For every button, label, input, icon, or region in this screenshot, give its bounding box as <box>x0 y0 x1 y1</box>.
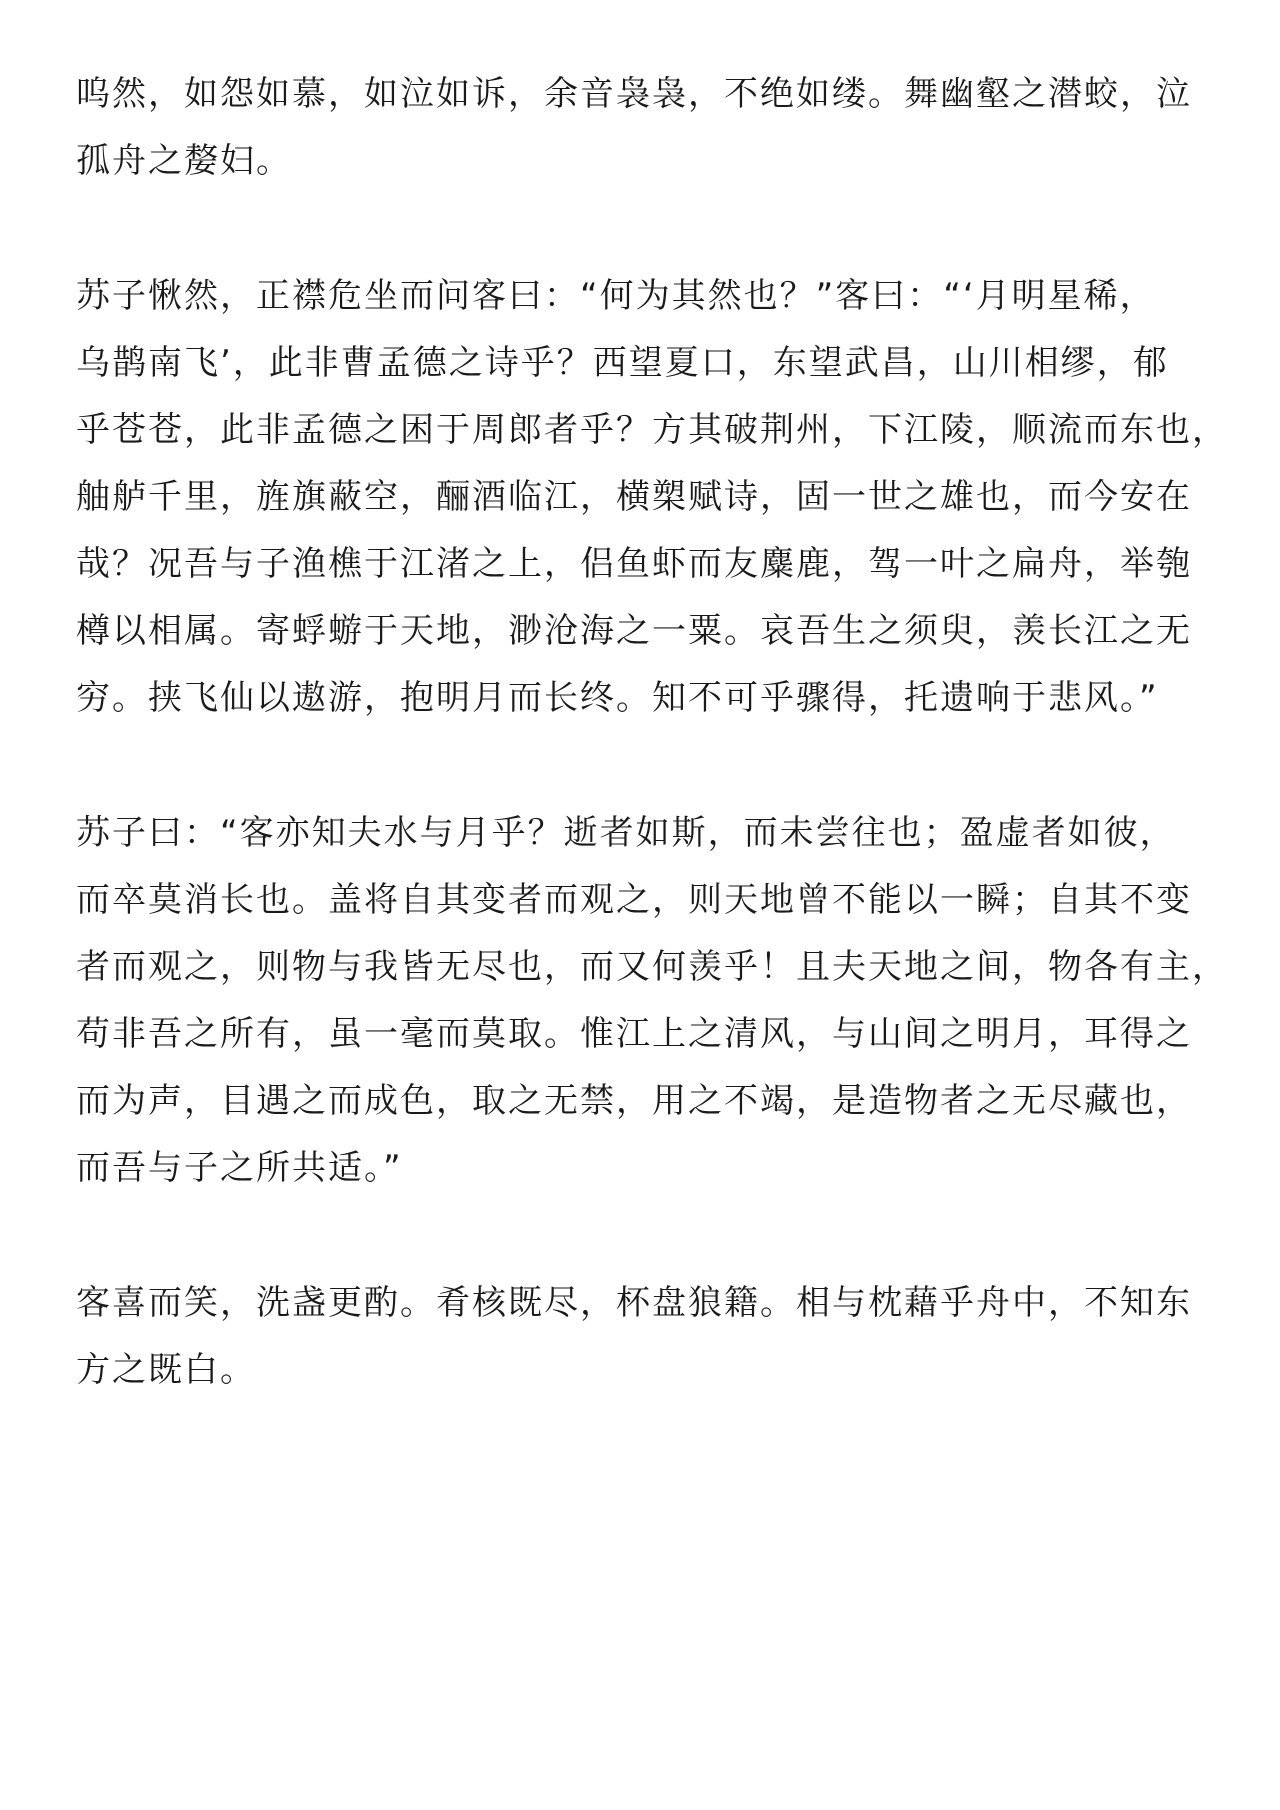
paragraph-1 <box>76 61 1206 195</box>
text-line: 客喜而笑，洗盏更酌。肴核既尽，杯盘狼籍。相与枕藉乎舟中，不知东 <box>76 1283 1192 1323</box>
text-line: 而吾与子之所共适。” <box>76 1148 403 1188</box>
paragraph-2 <box>76 263 1228 732</box>
text-line: 苟非吾之所有，虽一毫而莫取。惟江上之清风，与山间之明月，耳得之 <box>76 1014 1192 1054</box>
text-line: 者而观之，则物与我皆无尽也，而又何羡乎！且夫天地之间，物各有主， <box>76 947 1228 987</box>
text-line: 苏子愀然，正襟危坐而问客曰：“何为其然也？”客曰：“‘月明星稀， <box>76 276 1156 316</box>
text-line: 而为声，目遇之而成色，取之无禁，用之不竭，是造物者之无尽藏也， <box>76 1081 1192 1121</box>
text-line: 哉？况吾与子渔樵于江渚之上，侣鱼虾而友麋鹿，驾一叶之扁舟，举匏 <box>76 544 1192 584</box>
text-line: 孤舟之嫠妇。 <box>76 141 292 181</box>
text-body <box>76 61 1228 1472</box>
text-line: 穷。挟飞仙以遨游，抱明月而长终。知不可乎骤得，托遗响于悲风。” <box>76 678 1159 718</box>
text-line: 而卒莫消长也。盖将自其变者而观之，则天地曾不能以一瞬；自其不变 <box>76 880 1192 920</box>
text-line: 方之既白。 <box>76 1350 256 1390</box>
paragraph-3 <box>76 800 1228 1202</box>
text-line: 乎苍苍，此非孟德之困于周郎者乎？方其破荆州，下江陵，顺流而东也， <box>76 410 1228 450</box>
text-line: 乌鹊南飞’，此非曹孟德之诗乎？西望夏口，东望武昌，山川相缪，郁 <box>76 343 1169 383</box>
text-line: 舳舻千里，旌旗蔽空，酾酒临江，横槊赋诗，固一世之雄也，而今安在 <box>76 477 1192 517</box>
text-line: 樽以相属。寄蜉蝣于天地，渺沧海之一粟。哀吾生之须臾，羡长江之无 <box>76 611 1192 651</box>
text-line: 苏子曰：“客亦知夫水与月乎？逝者如斯，而未尝往也；盈虚者如彼， <box>76 813 1176 853</box>
text-line: 呜然，如怨如慕，如泣如诉，余音袅袅，不绝如缕。舞幽壑之潜蛟，泣 <box>76 74 1192 114</box>
paragraph-4 <box>76 1270 1206 1404</box>
